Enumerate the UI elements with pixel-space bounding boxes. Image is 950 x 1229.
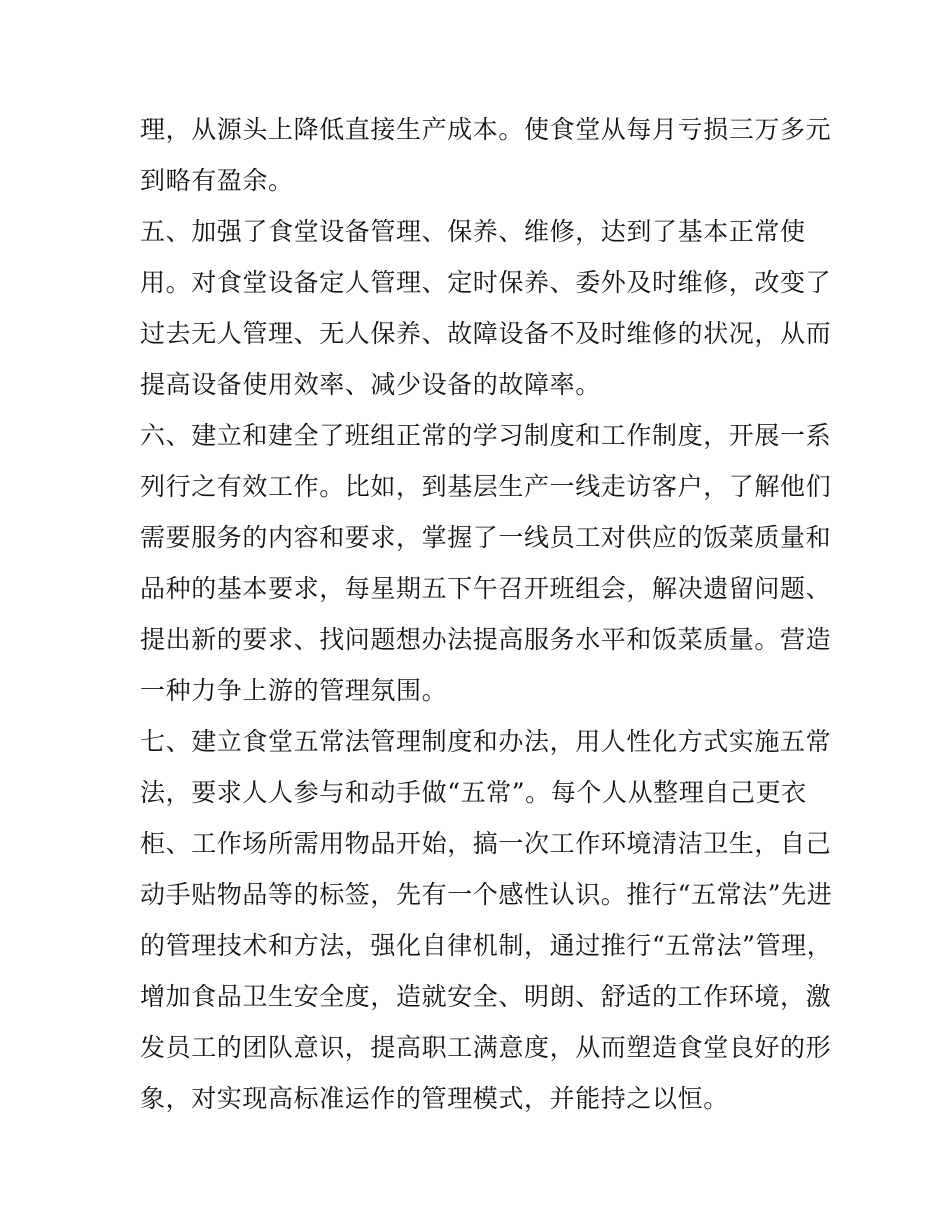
- text-line: 过去无人管理、无人保养、故障设备不及时维修的状况，从而: [140, 319, 832, 348]
- text-line: 列行之有效工作。比如，到基层生产一线走访客户，了解他们: [140, 472, 832, 501]
- text-line: 理，从源头上降低直接生产成本。使食堂从每月亏损三万多元: [140, 115, 832, 144]
- text-line: 七、建立食堂五常法管理制度和办法，用人性化方式实施五常: [140, 727, 832, 756]
- text-line: 动手贴物品等的标签，先有一个感性认识。推行“五常法”先进: [140, 880, 833, 909]
- text-line: 柜、工作场所需用物品开始，搞一次工作环境清洁卫生，自己: [140, 829, 832, 858]
- text-line: 象，对实现高标准运作的管理模式，并能持之以恒。: [140, 1084, 729, 1113]
- text-line: 用。对食堂设备定人管理、定时保养、委外及时维修，改变了: [140, 268, 832, 297]
- text-line: 五、加强了食堂设备管理、保养、维修，达到了基本正常使: [140, 217, 806, 246]
- document-body: [140, 104, 833, 1124]
- text-line: 提出新的要求、找问题想办法提高服务水平和饭菜质量。营造: [140, 625, 832, 654]
- text-line: 发员工的团队意识，提高职工满意度，从而塑造食堂良好的形: [140, 1033, 832, 1062]
- text-line: 的管理技术和方法，强化自律机制，通过推行“五常法”管理，: [140, 931, 833, 960]
- text-line: 六、建立和建全了班组正常的学习制度和工作制度，开展一系: [140, 421, 832, 450]
- text-line: 提高设备使用效率、减少设备的故障率。: [140, 370, 601, 399]
- text-line: 需要服务的内容和要求，掌握了一线员工对供应的饭菜质量和: [140, 523, 832, 552]
- text-line: 法，要求人人参与和动手做“五常”。每个人从整理自己更衣: [140, 778, 807, 807]
- text-line: 品种的基本要求，每星期五下午召开班组会，解决遗留问题、: [140, 574, 832, 603]
- text-line: 增加食品卫生安全度，造就安全、明朗、舒适的工作环境，激: [140, 982, 832, 1011]
- text-line: 一种力争上游的管理氛围。: [140, 676, 448, 705]
- text-line: 到略有盈余。: [140, 166, 294, 195]
